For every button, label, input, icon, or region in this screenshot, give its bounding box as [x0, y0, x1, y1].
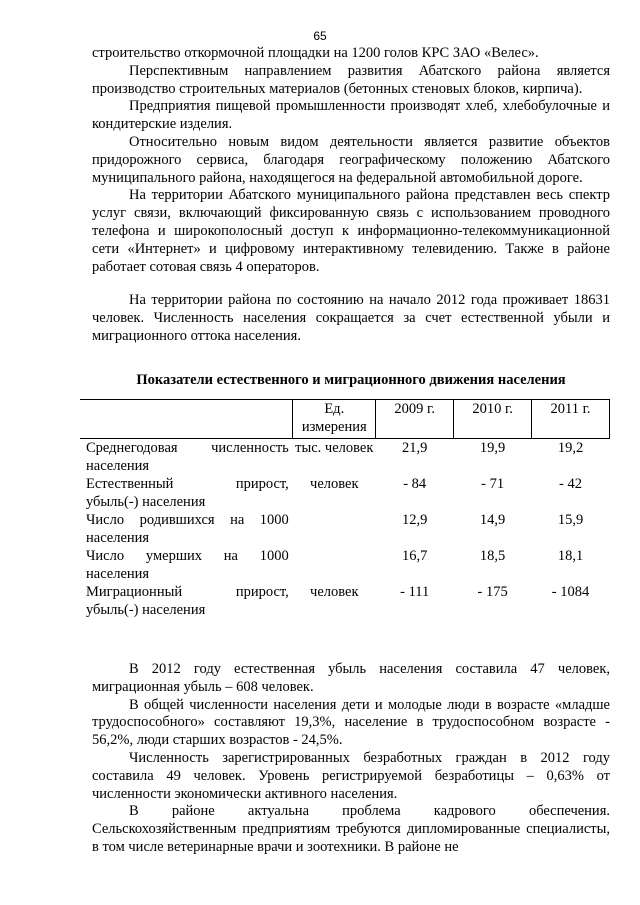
paragraph: Численность зарегистрированных безработных граждан в 2012 году составила 49 человек. Уровень регистрируемой безработицы – 0,63% от численности экономически активного населения.	[92, 749, 610, 802]
value-2011: - 1084	[551, 584, 590, 600]
row-name: Миграционный прирост, убыль(-) населения	[86, 584, 289, 618]
table-row	[80, 439, 610, 476]
row-unit	[293, 547, 376, 583]
row-name: Естественный прирост, убыль(-) населения	[86, 476, 289, 510]
paragraph: В 2012 году естественная убыль населения составила 47 человек, миграционная убыль – 608 человек.	[92, 661, 610, 695]
bottom-text-block	[92, 661, 610, 857]
row-name: Число родившихся на 1000 населения	[86, 512, 289, 546]
value-2011: - 42	[559, 476, 583, 492]
value-2010: - 71	[481, 476, 505, 492]
population-table	[80, 399, 610, 619]
row-unit	[293, 511, 376, 547]
paragraph: В районе актуальна проблема кадрового обеспечения. Сельскохозяйственным предприятиям требуются дипломированные специалисты, в том числе ветеринарные врачи и зоотехники. В районе не	[92, 803, 610, 855]
row-name: Среднегодовая численность населения	[86, 440, 289, 474]
header-unit: Ед. измерения	[293, 400, 376, 439]
value-2011: 18,1	[557, 548, 584, 564]
paragraph: строительство откормочной площадки на 1200 голов КРС ЗАО «Велес».	[92, 45, 539, 61]
table-header-row	[80, 400, 610, 439]
table-row	[80, 583, 610, 619]
paragraph: На территории района по состоянию на начало 2012 года проживает 18631 человек. Численность населения сокращается за счет естественной убыли и миграционного оттока населения.	[92, 292, 610, 344]
table-title: Показатели естественного и миграционного движения населения	[136, 372, 566, 388]
header-2011: 2011 г.	[532, 400, 610, 439]
row-name: Число умерших на 1000 населения	[86, 548, 289, 582]
table-row	[80, 475, 610, 511]
value-2010: 19,9	[479, 440, 506, 456]
header-2009: 2009 г.	[376, 400, 454, 439]
header-indicator	[80, 400, 293, 439]
value-2011: 15,9	[557, 512, 584, 528]
value-2009: - 111	[400, 584, 430, 600]
table-row	[80, 547, 610, 583]
top-text-block	[92, 45, 610, 346]
row-unit: человек	[310, 476, 359, 492]
row-unit: человек	[310, 584, 359, 600]
value-2010: 18,5	[479, 548, 506, 564]
value-2009: - 84	[403, 476, 427, 492]
value-2009: 21,9	[402, 440, 428, 456]
paragraph: Предприятия пищевой промышленности производят хлеб, хлебобулочные и кондитерские изделия.	[92, 98, 610, 133]
paragraph: Перспективным направлением развития Абатского района является производство строительных материалов (бетонных стеновых блоков, кирпича).	[92, 62, 610, 97]
table-row	[80, 511, 610, 547]
value-2010: 14,9	[479, 512, 506, 528]
row-unit: тыс. человек	[295, 440, 374, 456]
paragraph: На территории Абатского муниципального района представлен весь спектр услуг связи, включающий фиксированную связь с использованием проводного телефона и широкополосный доступ к информационно-телекоммуникационной сети «Интернет» и цифровому интерактивному телевидению. Также в районе работает сотовая связь 4 операторов.	[92, 187, 610, 275]
value-2010: - 175	[477, 584, 508, 600]
header-2010: 2010 г.	[454, 400, 532, 439]
value-2011: 19,2	[557, 440, 584, 456]
value-2009: 16,7	[402, 548, 428, 564]
paragraph: В общей численности населения дети и молодые люди в возрасте «младше трудоспособного» составляют 19,3%, население в трудоспособном возрасте - 56,2%, люди старших возрастов - 24,5%.	[92, 696, 610, 749]
paragraph: Относительно новым видом деятельности является развитие объектов придорожного сервиса, благодаря географическому положению Абатского муниципального района, находящегося на федеральной автомобильной дороге.	[92, 133, 610, 186]
page-number: 65	[313, 29, 327, 43]
value-2009: 12,9	[402, 512, 428, 528]
